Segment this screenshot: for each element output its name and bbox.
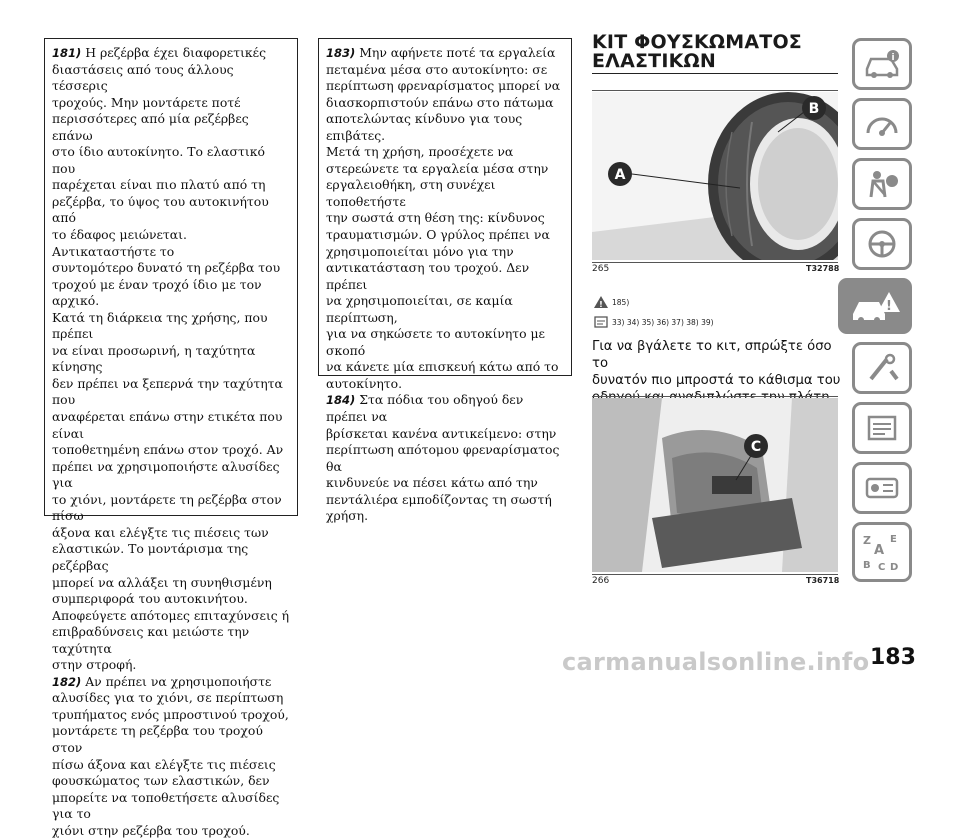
- svg-text:C: C: [878, 562, 886, 573]
- figure-top-rule: [592, 90, 838, 91]
- warning-text: Αν πρέπει να χρησιμοποιήστε αλυσίδες για το χιόνι, σε περίπτωση τρυπήματος ενός μπροστινού τροχού, μοντάρετε τη ρεζέρβα του τροχού στον πίσω άξονα και ελέγξτε τις πιέσεις φουσκώματος των ελαστικών, δεν μπορείτε να τοποθετήσετε αλυσίδες για το χιόνι στην ρεζέρβα του τροχού.: [52, 673, 289, 838]
- car-info-icon: [863, 49, 901, 79]
- section-title: ΚΙΤ ΦΟΥΣΚΩΜΑΤΟΣ ΕΛΑΣΤΙΚΩΝ: [592, 31, 802, 72]
- tab-technical-data[interactable]: [852, 402, 912, 454]
- warning-184: [326, 392, 564, 524]
- seatbelt-airbag-icon: [863, 169, 901, 199]
- tyre-illustration: [592, 92, 838, 260]
- figure-bottom-rule: [592, 574, 838, 575]
- warning-text: Στα πόδια του οδηγού δεν πρέπει να βρίσκεται κανένα αντικείμενο: στην περίπτωση απότομου φρεναρίσματος θα κινδυνεύε να πέσει κάτω από την πεντάλιέρα εμποδίζοντας τη σωστή χρήση.: [326, 392, 560, 524]
- tab-breakdown[interactable]: [838, 278, 912, 334]
- warning-box-181-182: [44, 38, 298, 838]
- figure-266-seat-illustration: [592, 398, 838, 572]
- warning-number: 184): [326, 393, 356, 408]
- tab-car-info[interactable]: [852, 38, 912, 90]
- title-underline: [592, 73, 838, 74]
- breakdown-warning-icon: [849, 288, 901, 324]
- dashboard-gauge-icon: [863, 109, 901, 139]
- warning-number: 182): [52, 674, 82, 689]
- figure-top-rule: [592, 396, 838, 397]
- tab-index[interactable]: [852, 522, 912, 582]
- figure-code: T36718: [806, 576, 840, 585]
- note-references: [594, 316, 714, 328]
- svg-text:E: E: [890, 534, 897, 545]
- warning-181: [52, 45, 290, 674]
- tab-safety[interactable]: [852, 158, 912, 210]
- warning-text: Μην αφήνετε ποτέ τα εργαλεία πεταμένα μέσα στο αυτοκίνητο: σε περίπτωση φρεναρίσματος μπορεί να διασκορπιστούν επάνω στο πάτωμα αποτελώντας κίνδυνο για τους επιβάτες. Μετά τη χρήση, προσέχετε να στερεώνετε τα εργαλεία μέσα στην εργαλειοθήκη, στη συνέχει τοποθετήστε την σωστά στη θέση της: κίνδυνος τραυματισμών. Ο γρύλος πρέπει να χρησιμοποιείται μόνο για την αντικατάσταση του τροχού. Δεν πρέπει να χρησιμοποιείται, σε καμία περίπτωση, για να σηκώσετε το αυτοκίνητο με σκοπό να κάνετε μία επισκευή κάτω από το αυτοκίνητο.: [326, 45, 561, 391]
- technical-data-icon: [863, 413, 901, 443]
- svg-text:D: D: [890, 562, 899, 573]
- tab-dashboard[interactable]: [852, 98, 912, 150]
- warning-text: Η ρεζέρβα έχει διαφορετικές διαστάσεις από τους άλλους τέσσερις τροχούς. Μην μοντάρετε ποτέ περισσότερες από μία ρεζέρβες επάνω στο ίδιο αυτοκίνητο. Το ελαστικό που παρέχεται είναι πιο πλατύ από τη ρεζέρβα, το ύψος του αυτοκινήτου από το έδαφος μειώνεται. Αντικαταστήστε το συντομότερο δυνατό τη ρεζέρβα του τροχού με έναν τροχό ίδιο με τον αρχικό. Κατά τη διάρκεια της χρήσης, που πρέπει να είναι προσωρινή, η ταχύτητα κίνησης δεν πρέπει να ξεπερνά την ταχύτητα που αναφέρεται επάνω στην ετικέτα που είναι τοποθετημένη επάνω στον τροχό. Αν πρέπει να χρησιμοποιήστε αλυσίδες για το χιόνι, μοντάρετε τη ρεζέρβα στον πίσω άξονα και ελέγξτε τις πιέσεις των ελαστικών. Το μοντάρισμα της ρεζέρβας μπορεί να αλλάξει τη συνηθισμένη συμπεριφορά του αυτοκινήτου. Αποφεύγετε απότομες επιταχύνσεις ή επιβραδύνσεις και μειώστε την ταχύτητα στην στροφή.: [52, 45, 290, 673]
- svg-text:B: B: [863, 560, 871, 571]
- callout-a-label: A: [614, 167, 626, 183]
- figure-number: 265: [592, 264, 610, 274]
- instruction-text: Για να βγάλετε το κιτ, σπρώξτε όσο το δυνατόν πιο μπροστά το κάθισμα του: [592, 339, 841, 388]
- warning-triangle-icon: [594, 296, 608, 308]
- warning-reference-number: 185): [612, 297, 630, 307]
- figure-number: 266: [592, 576, 610, 586]
- warning-183: [326, 45, 564, 392]
- warning-182: [52, 674, 290, 839]
- tab-service[interactable]: [852, 342, 912, 394]
- callout-c-label: C: [750, 439, 762, 455]
- warning-reference: [594, 296, 629, 308]
- alphabetical-index-icon: [860, 530, 904, 574]
- service-tools-icon: [863, 353, 901, 383]
- note-icon: [594, 316, 608, 328]
- steering-wheel-icon: [863, 229, 901, 259]
- tab-driving[interactable]: [852, 218, 912, 270]
- svg-text:!: !: [599, 300, 603, 308]
- media-icon: [863, 473, 901, 503]
- svg-text:!: !: [886, 299, 892, 314]
- svg-text:A: A: [874, 543, 885, 558]
- figure-code: T32788: [806, 264, 840, 273]
- figure-265-tyre-illustration: [592, 92, 838, 260]
- note-reference-numbers: 33) 34) 35) 36) 37) 38) 39): [612, 317, 714, 327]
- svg-text:Z: Z: [863, 534, 871, 547]
- figure-bottom-rule: [592, 262, 838, 263]
- tab-multimedia[interactable]: [852, 462, 912, 514]
- warning-number: 183): [326, 46, 356, 60]
- seat-illustration: [592, 398, 838, 572]
- page-number: 183: [870, 645, 916, 670]
- callout-b-label: B: [808, 101, 820, 117]
- warning-number: 181): [52, 46, 82, 60]
- svg-text:i: i: [891, 53, 895, 63]
- watermark: carmanualsonline.info: [562, 648, 870, 676]
- warning-box-183-184: [318, 38, 572, 524]
